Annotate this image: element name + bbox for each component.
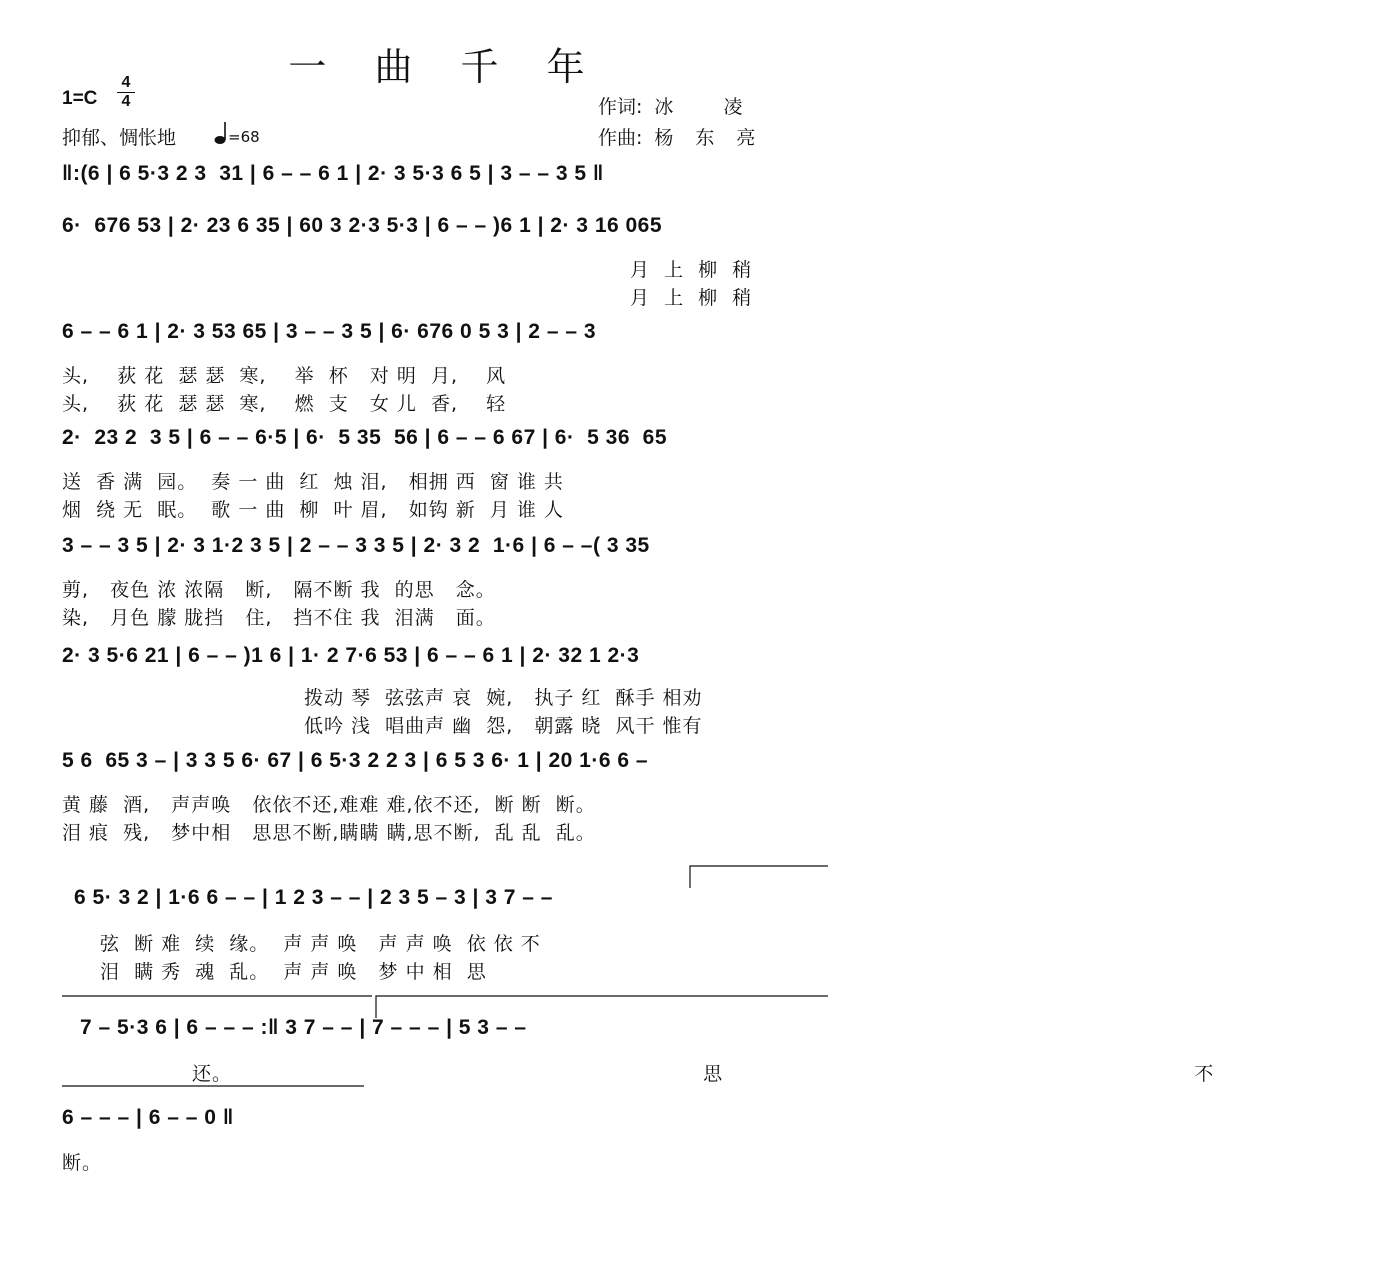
lyricist-name: 冰 凌: [654, 96, 765, 118]
time-signature-top: 4: [121, 74, 131, 91]
lyric-line: 泪 瞒 秀 魂 乱。 声 声 唤 梦 中 相 思: [100, 961, 487, 983]
lyric-line: 低吟 浅 唱曲声 幽 怨, 朝露 晓 风干 惟有: [304, 715, 703, 737]
lyric-line: 泪 痕 残, 梦中相 思思不断,瞒瞒 瞒,思不断, 乱 乱 乱。: [62, 822, 596, 844]
notation-line: 3 – – 3 5 | 2· 3 1·2 3 5 | 2 – – 3 3 5 | 2· 3 2 1·6 | 6 – –( 3 35: [62, 534, 650, 557]
notation-line: 6 – – 6 1 | 2· 3 53 65 | 3 – – 3 5 | 6· 676 0 5 3 | 2 – – 3: [62, 320, 597, 343]
notation-line: 5 6 65 3 – | 3 3 5 6· 67 | 6 5·3 2 2 3 | 6 5 3 6· 1 | 20 1·6 6 –: [62, 749, 649, 772]
notation-line: 6· 676 53 | 2· 23 6 35 | 60 3 2·3 5·3 | 6 – – )6 1 | 2· 3 16 065: [62, 214, 663, 237]
notation-line: 2· 3 5·6 21 | 6 – – )1 6 | 1· 2 7·6 53 | 6 – – 6 1 | 2· 32 1 2·3: [62, 644, 640, 667]
composer-name: 杨东亮: [654, 127, 778, 149]
lyric-line: 月 上 柳 稍: [630, 259, 753, 281]
composer-label: 作曲:: [598, 127, 643, 149]
lyric-line: 头, 荻 花 瑟 瑟 寒, 燃 支 女 儿 香, 轻: [62, 393, 507, 415]
lyric-line: 还。 思 不: [192, 1063, 1215, 1085]
notation-line: 6 5· 3 2 | 1·6 6 – – | 1 2 3 – – | 2 3 5 – 3 | 3 7 – –: [74, 886, 553, 909]
lyric-line: 断。: [62, 1152, 103, 1174]
notation-line: 6 – – – | 6 – – 0 ‖: [62, 1106, 234, 1129]
lyric-line: 月 上 柳 稍: [630, 287, 753, 309]
lyric-line: 剪, 夜色 浓 浓隔 断, 隔不断 我 的思 念。: [62, 579, 496, 601]
lyric-line: 送 香 满 园。 奏 一 曲 红 烛 泪, 相拥 西 窗 谁 共: [62, 471, 564, 493]
lyric-line: 烟 绕 无 眠。 歌 一 曲 柳 叶 眉, 如钩 新 月 谁 人: [62, 499, 564, 521]
lyric-line: 染, 月色 朦 胧挡 住, 挡不住 我 泪满 面。: [62, 607, 496, 629]
key-signature: 1=C: [62, 88, 98, 109]
notation-line: ‖:(6 | 6 5·3 2 3 31 | 6 – – 6 1 | 2· 3 5·3 6 5 | 3 – – 3 5 ‖: [62, 162, 604, 185]
song-title: 一 曲 千 年: [288, 45, 603, 89]
lyricist-label: 作词:: [598, 96, 643, 118]
lyric-line: 拨动 琴 弦弦声 哀 婉, 执子 红 酥手 相劝: [304, 687, 703, 709]
lyric-line: 头, 荻 花 瑟 瑟 寒, 举 杯 对 明 月, 风: [62, 365, 507, 387]
lyric-line: 黄 藤 酒, 声声唤 依依不还,难难 难,依不还, 断 断 断。: [62, 794, 596, 816]
notation-line: 7 – 5·3 6 | 6 – – – :‖ 3 7 – – | 7 – – – | 5 3 – –: [80, 1016, 527, 1039]
expression-marking: 抑郁、惆怅地: [62, 127, 177, 149]
time-signature-bottom: 4: [117, 92, 135, 111]
notation-line: 2· 23 2 3 5 | 6 – – 6·5 | 6· 5 35 56 | 6 – – 6 67 | 6· 5 36 65: [62, 426, 668, 449]
lyric-line: 弦 断 难 续 缘。 声 声 唤 声 声 唤 依 依 不: [100, 933, 541, 955]
tempo-marking: =68: [228, 128, 260, 146]
